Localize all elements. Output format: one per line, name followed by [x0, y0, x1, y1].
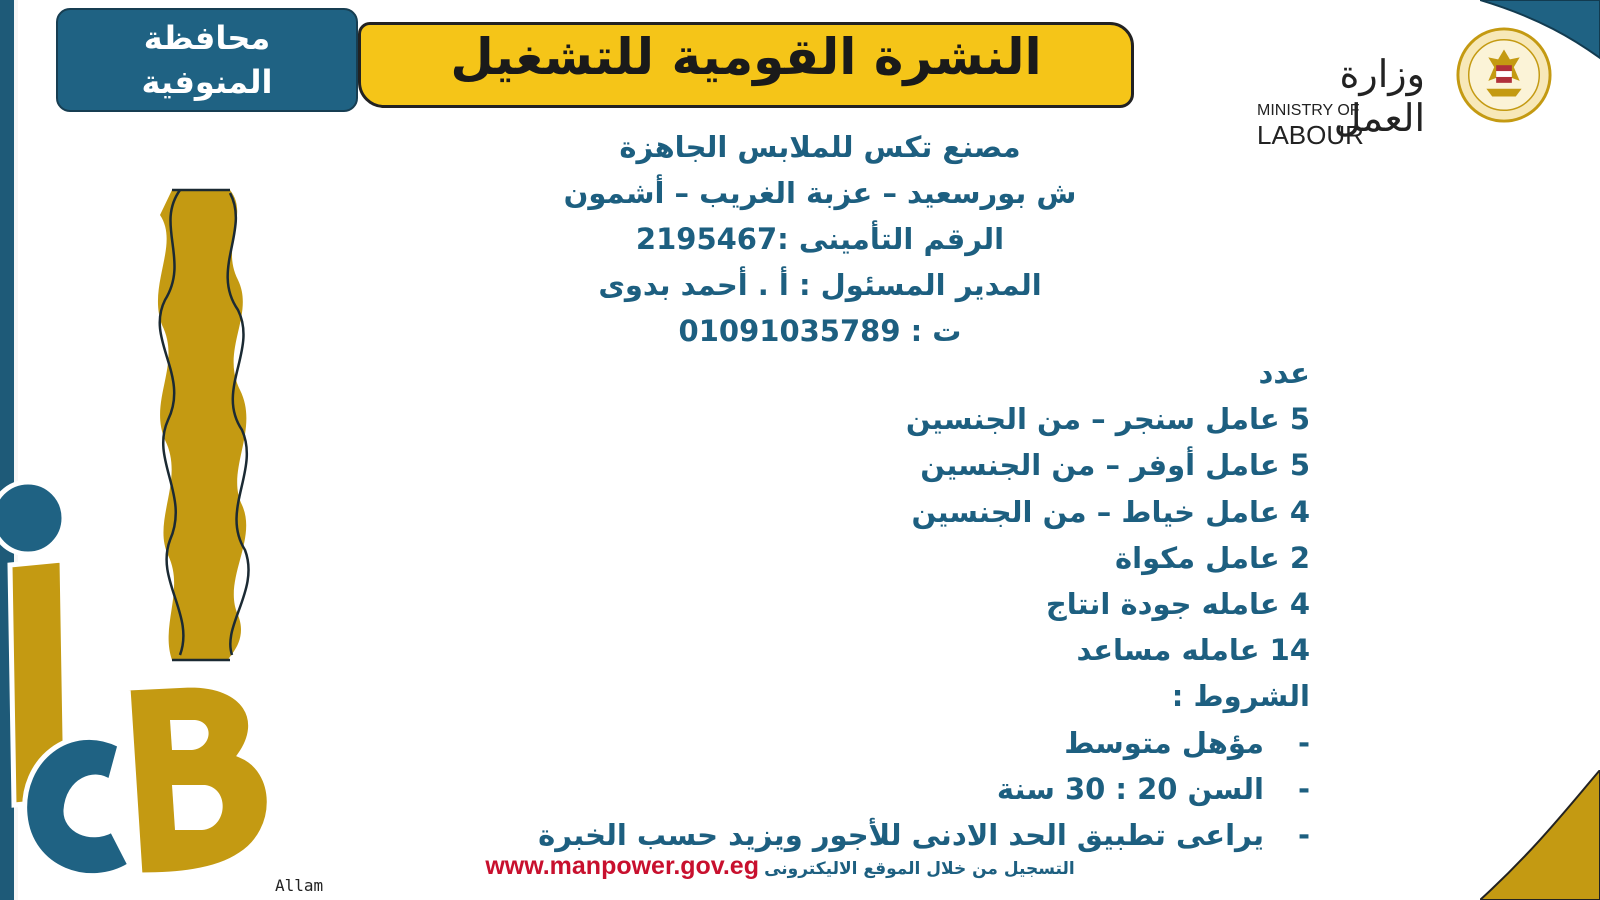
- ministry-seal-icon: [1455, 26, 1553, 124]
- condition-text: مؤهل متوسط: [1064, 725, 1264, 760]
- bottom-right-corner-decoration: [1480, 770, 1600, 900]
- condition-bullet: -: [1297, 725, 1310, 760]
- ministry-arabic-name: وزارة العمل: [1333, 52, 1425, 140]
- page-title: النشرة القومية للتشغيل: [450, 28, 1042, 86]
- designer-credit: Allam: [275, 876, 324, 895]
- job-listing: [538, 350, 1310, 858]
- ministry-english-prefix: MINISTRY OF: [1257, 102, 1360, 119]
- ministry-english-name: [1257, 102, 1447, 151]
- manager-name: المدير المسئول : أ . أحمد بدوى: [598, 268, 1042, 302]
- condition-bullet: -: [1297, 771, 1310, 806]
- ministry-english-labour: LABOUR: [1257, 120, 1364, 150]
- condition-item: [560, 766, 1310, 812]
- condition-text: يراعى تطبيق الحد الادنى للأجور ويزيد حسب الخبرة: [538, 818, 1264, 853]
- registration-footer: [450, 852, 1110, 886]
- job-position-item: 4 عامل خياط – من الجنسين: [911, 494, 1310, 529]
- condition-bullet: -: [1297, 818, 1310, 853]
- ministry-of-labour-logo: [1255, 22, 1555, 150]
- company-name: مصنع تكس للملابس الجاهزة: [619, 130, 1021, 164]
- governorate-line-1: محافظة: [143, 19, 271, 57]
- condition-item: [560, 720, 1310, 766]
- job-position-item: 4 عامله جودة انتاج: [1045, 587, 1310, 622]
- conditions-heading: الشروط :: [1171, 679, 1310, 714]
- company-address: ش بورسعيد – عزبة الغريب – أشمون: [563, 176, 1077, 210]
- governorate-line-2: المنوفية: [141, 63, 273, 101]
- job-position-item: 5 عامل أوفر – من الجنسين: [920, 448, 1310, 483]
- job-position-item: 14 عامله مساعد: [1076, 633, 1310, 668]
- phone-number: ت : 01091035789: [678, 314, 962, 348]
- condition-text: السن 20 : 30 سنة: [996, 771, 1264, 806]
- title-banner: [358, 22, 1134, 108]
- registration-text: التسجيل من خلال الموقع الاليكترونى: [764, 859, 1075, 879]
- job-position-item: 5 عامل سنجر – من الجنسين: [905, 402, 1310, 437]
- brand-logo-decoration: [0, 470, 280, 900]
- governorate-badge: [56, 8, 358, 112]
- insurance-number: الرقم التأمينى :2195467: [635, 222, 1005, 256]
- company-info: [430, 124, 1210, 354]
- job-position-item: 2 عامل مكواة: [1115, 540, 1310, 575]
- jobs-heading: عدد: [1258, 356, 1310, 390]
- website-link[interactable]: www.manpower.gov.eg: [485, 852, 759, 880]
